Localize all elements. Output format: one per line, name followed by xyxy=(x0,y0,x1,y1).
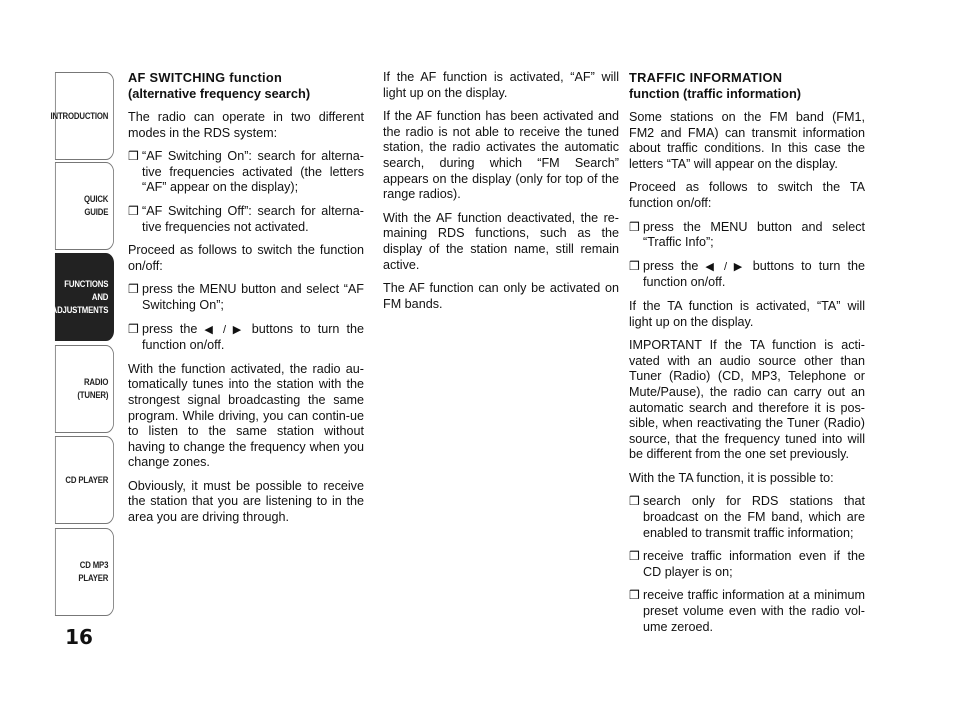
heading-line: (alternative frequency search) xyxy=(128,86,311,101)
checkbox-bullet-icon: ❒ xyxy=(128,282,139,297)
list-item xyxy=(128,204,364,235)
checkbox-bullet-icon: ❒ xyxy=(128,203,139,218)
list-item xyxy=(629,494,865,541)
paragraph: Some stations on the FM band (FM1, FM2 and FMA) can transmit information about traffic conditions. In this case the letters “TA” will appear on the display. xyxy=(629,110,865,171)
list-item xyxy=(629,259,865,291)
checkbox-bullet-icon: ❒ xyxy=(629,549,640,564)
checkbox-bullet-icon: ❒ xyxy=(629,258,640,273)
list-item xyxy=(128,282,364,313)
section-heading-traffic-information xyxy=(629,70,865,102)
list-item xyxy=(128,149,364,196)
column-af-switching xyxy=(128,70,364,534)
paragraph: If the AF function has been activated and the radio is not able to receive the tuned station, the radio activates the automatic search, during which “FM Search” appears on the display (only for top of the range radios). xyxy=(383,109,619,202)
list-item-text: press the MENU button and select “AF Switching On”; xyxy=(142,282,364,312)
paragraph: Proceed as follows to switch the TA function on/off: xyxy=(629,180,865,210)
tab-introduction[interactable]: INTRODUCTION xyxy=(55,72,114,160)
tab-radio-tuner[interactable]: RADIO (TUNER) xyxy=(55,345,114,433)
column-traffic-information xyxy=(629,70,865,643)
list-item-text: press the xyxy=(142,321,198,336)
left-right-arrows-icon: ◀ / ▶ xyxy=(204,323,245,336)
paragraph: With the function activated, the radio au-tomatically tunes into the station with the strongest signal broadcasting the same program. While driving, you can contin-ue to listen to the same station without having to change the frequency when you change zones. xyxy=(128,361,364,470)
checkbox-bullet-icon: ❒ xyxy=(629,588,640,603)
list-item-text: “AF Switching Off”: search for alterna-tive frequencies not activated. xyxy=(142,203,364,234)
list-item xyxy=(629,549,865,580)
heading-line: TRAFFIC INFORMATION xyxy=(629,70,783,85)
list-item-text: buttons to turn the function on/off. xyxy=(643,258,865,290)
list-item xyxy=(629,588,865,635)
paragraph: IMPORTANT If the TA function is acti-vated with an audio source other than Tuner (Radio) (CD, MP3, Telephone or Mute/Pause), the radio can carry out an automatic search and therefore it is pos-sible, when reactivating the Tuner (Radio) source, that the frequency tuned into will be different from the one set previously. xyxy=(629,338,865,462)
left-right-arrows-icon: ◀ / ▶ xyxy=(705,260,746,273)
tab-quick-guide[interactable]: QUICK GUIDE xyxy=(55,162,114,250)
list-item-text: receive traffic information even if the CD player is on; xyxy=(643,549,865,579)
paragraph: The AF function can only be activated on FM bands. xyxy=(383,281,619,311)
tab-functions-and-adjustments[interactable]: FUNCTIONS AND ADJUSTMENTS xyxy=(55,253,114,341)
tab-cd-player[interactable]: CD PLAYER xyxy=(55,436,114,524)
list-item xyxy=(128,322,364,354)
column-af-function-notes xyxy=(383,70,619,320)
checkbox-bullet-icon: ❒ xyxy=(629,494,640,509)
page-number: 16 xyxy=(65,625,93,649)
checkbox-bullet-icon: ❒ xyxy=(128,149,139,164)
heading-line: function (traffic information) xyxy=(629,86,802,101)
section-heading-af-switching xyxy=(128,70,364,102)
list-item-text: “AF Switching On”: search for alterna-tive frequencies activated (the letters “AF” appear on the display); xyxy=(142,149,364,195)
paragraph: Proceed as follows to switch the function on/off: xyxy=(128,243,364,273)
paragraph: The radio can operate in two different modes in the RDS system: xyxy=(128,110,364,140)
paragraph: Obviously, it must be possible to receive the station that you are listening to in the area you are driving through. xyxy=(128,478,364,525)
tab-cd-mp3-player[interactable]: CD MP3 PLAYER xyxy=(55,528,114,616)
list-item xyxy=(629,220,865,251)
checkbox-bullet-icon: ❒ xyxy=(629,219,640,234)
heading-line: AF SWITCHING function xyxy=(128,70,283,85)
checkbox-bullet-icon: ❒ xyxy=(128,321,139,336)
list-item-text: receive traffic information at a minimum preset volume even with the radio vol-ume zeroed. xyxy=(643,588,865,634)
list-item-text: press the MENU button and select “Traffic Info”; xyxy=(643,219,865,250)
paragraph: With the TA function, it is possible to: xyxy=(629,470,834,485)
paragraph: If the AF function is activated, “AF” will light up on the display. xyxy=(383,70,619,100)
list-item-text: buttons to turn the function on/off. xyxy=(142,321,364,353)
list-item-text: press the xyxy=(643,258,699,273)
list-item-text: search only for RDS stations that broadcast on the FM band, which are enabled to transmit traffic information; xyxy=(643,494,865,540)
paragraph: With the AF function deactivated, the re-maining RDS functions, such as the display of the station name, still remain active. xyxy=(383,210,619,272)
paragraph: If the TA function is activated, “TA” will light up on the display. xyxy=(629,298,865,329)
